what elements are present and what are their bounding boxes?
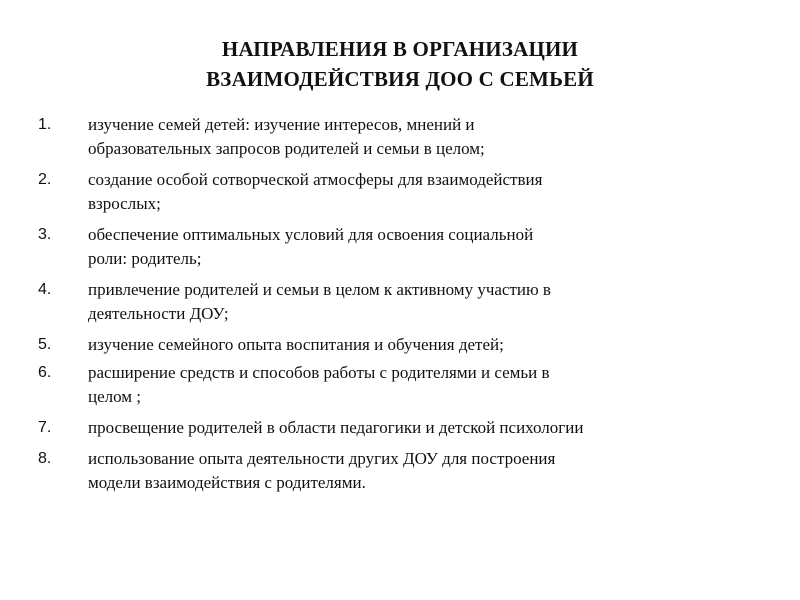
list-item-number: 4. <box>38 281 52 298</box>
list-item-text: расширение средств и способов работы с родителями и семьи в целом ; <box>88 363 550 406</box>
list-item-number: 7. <box>38 419 52 436</box>
list-item-text: просвещение родителей в области педагогики и детской психологии <box>88 418 584 437</box>
list-item-number: 2. <box>38 171 52 188</box>
list-item-text: использование опыта деятельности других ДОУ для построения модели взаимодействия с родителями. <box>88 449 556 492</box>
list-item-number: 5. <box>38 336 52 353</box>
list-item <box>38 333 768 357</box>
list-item-text: изучение семей детей: изучение интересов, мнений и образовательных запросов родителей и семьи в целом; <box>88 115 485 158</box>
directions-list <box>38 113 768 502</box>
list-item-text: привлечение родителей и семьи в целом к активному участию в деятельности ДОУ; <box>88 280 551 323</box>
list-item-number: 6. <box>38 364 52 381</box>
list-item-text: изучение семейного опыта воспитания и обучения детей; <box>88 335 504 354</box>
list-item-text: обеспечение оптимальных условий для освоения социальной роли: родитель; <box>88 225 534 268</box>
list-item <box>38 278 768 326</box>
list-item-number: 3. <box>38 226 52 243</box>
slide-title-line-1: НАПРАВЛЕНИЯ В ОРГАНИЗАЦИИ <box>221 37 579 61</box>
list-item <box>38 223 768 271</box>
list-item <box>38 168 768 216</box>
list-item-text: создание особой сотворческой атмосферы для взаимодействия взрослых; <box>88 170 543 213</box>
list-item <box>38 113 768 161</box>
list-item <box>38 361 768 409</box>
slide-title <box>0 34 800 94</box>
list-item <box>38 416 768 440</box>
list-item-number: 8. <box>38 450 52 467</box>
list-item <box>38 447 768 495</box>
slide-title-line-2: ВЗАИМОДЕЙСТВИЯ ДОО С СЕМЬЕЙ <box>206 67 594 91</box>
list-item-number: 1. <box>38 116 52 133</box>
